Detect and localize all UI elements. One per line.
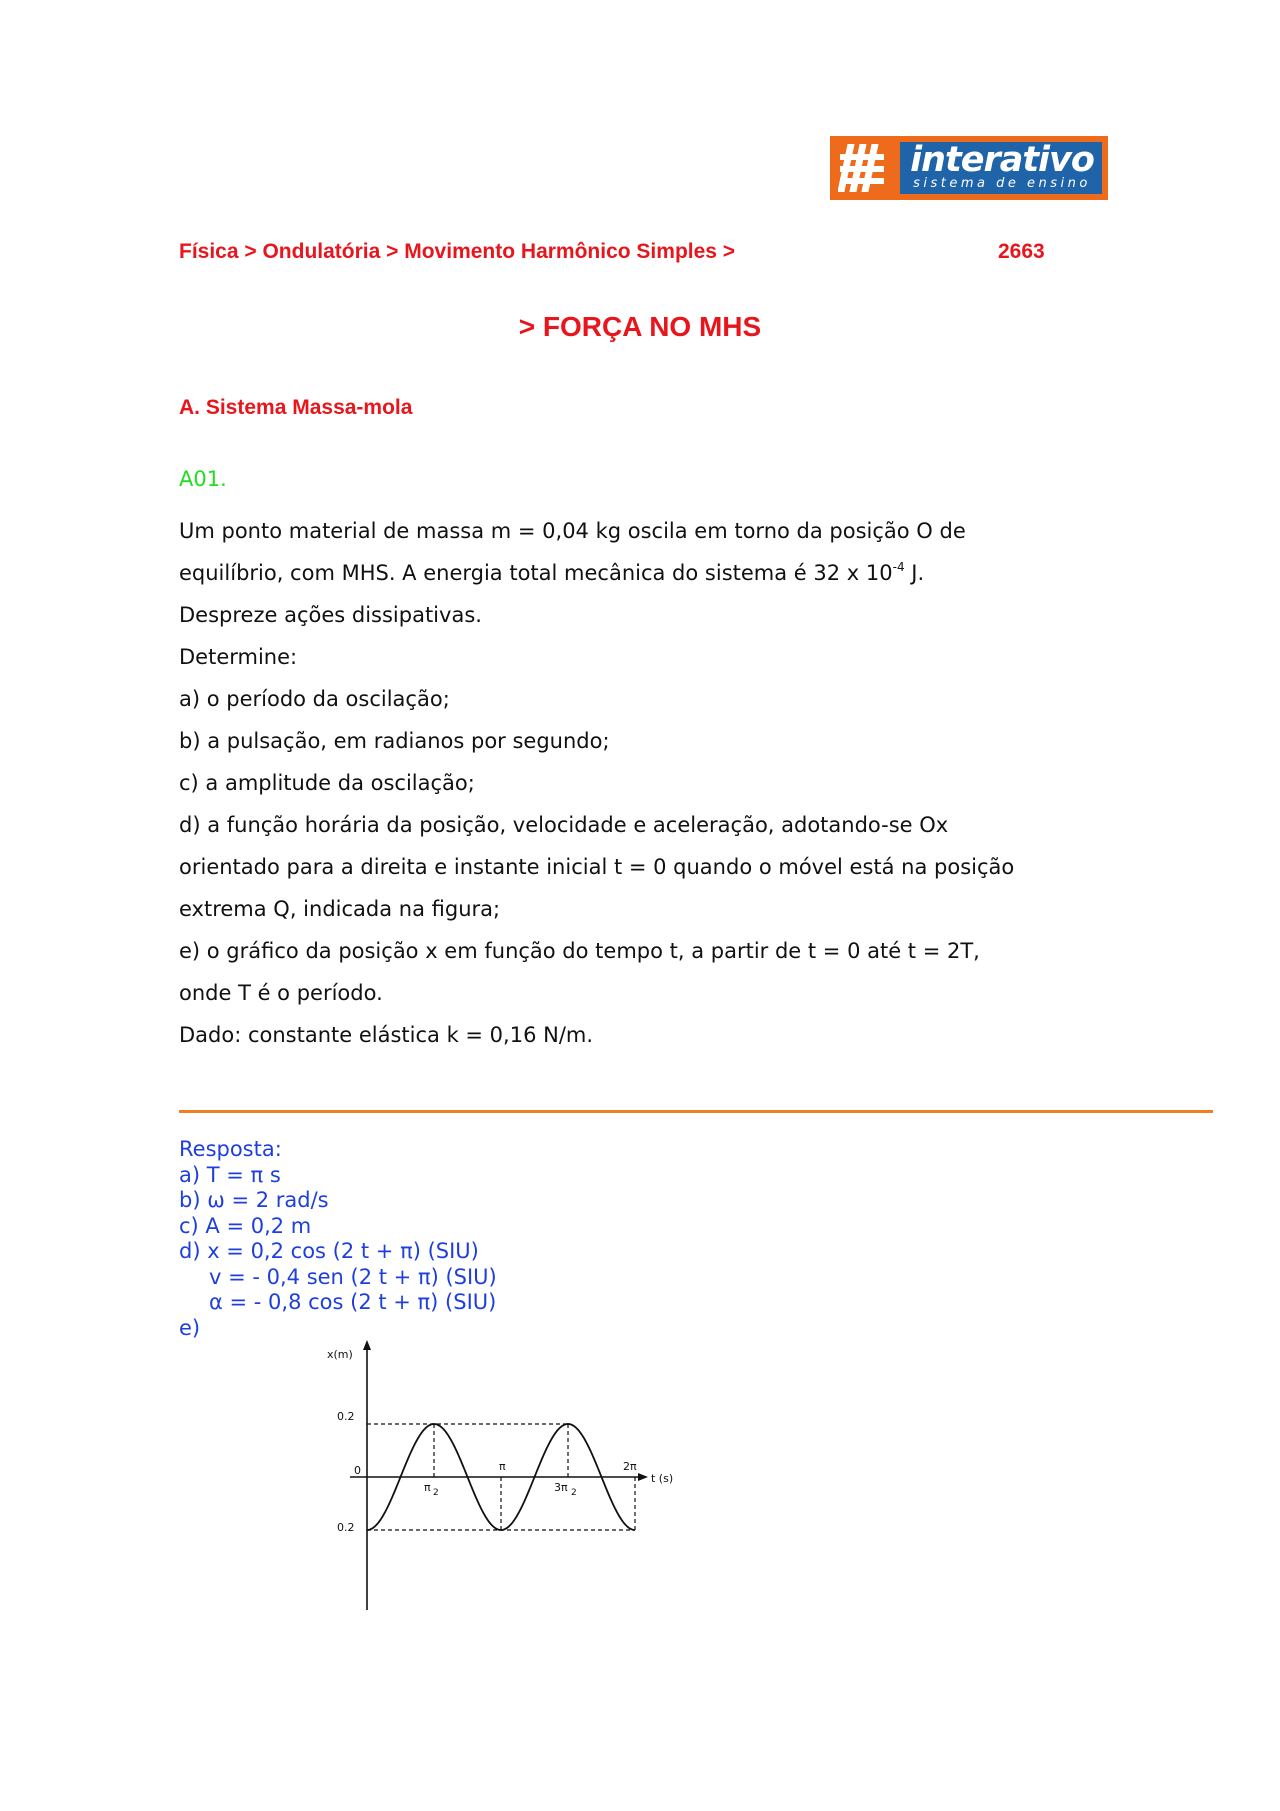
logo-word: interativo <box>910 140 1094 180</box>
x-tick-three-pi-half-den: 2 <box>571 1488 577 1498</box>
x-tick-three-pi-half-num: 3π <box>554 1481 568 1494</box>
answer-e: e) <box>179 1315 201 1340</box>
answer-d-acceleration: α = - 0,8 cos (2 t + π) (SIU) <box>209 1290 497 1314</box>
question-given: Dado: constante elástica k = 0,16 N/m. <box>179 1023 594 1047</box>
question-id: A01. <box>179 467 227 491</box>
answer-c: c) A = 0,2 m <box>179 1213 312 1238</box>
x-tick-pi-half-num: π <box>424 1481 431 1494</box>
y-axis-arrow <box>363 1340 371 1350</box>
question-item-e: e) o gráfico da posição x em função do tempo t, a partir de t = 0 até t = 2T, <box>179 939 980 963</box>
logo-grid-icon <box>838 142 886 194</box>
question-item-b: b) a pulsação, em radianos por segundo; <box>179 729 610 753</box>
document-id: 2663 <box>998 240 1045 263</box>
page-title: > FORÇA NO MHS <box>518 311 762 342</box>
question-item-e: onde T é o período. <box>179 981 383 1005</box>
logo-subtitle: sistema de ensino <box>913 176 1091 191</box>
question-item-d: d) a função horária da posição, velocidade e aceleração, adotando-se Ox <box>179 813 949 837</box>
origin-label: 0 <box>354 1464 361 1477</box>
question-line: Determine: <box>179 645 298 669</box>
y-tick-bottom: 0.2 <box>337 1521 355 1534</box>
answer-block <box>179 1137 497 1341</box>
y-axis-label: x(m) <box>327 1348 353 1361</box>
question-item-d: orientado para a direita e instante inicial t = 0 quando o móvel está na posição <box>179 855 1015 879</box>
question-text <box>179 510 1139 1056</box>
interativo-logo <box>830 136 1108 200</box>
answer-a: a) T = π s <box>179 1162 281 1187</box>
answer-b: b) ω = 2 rad/s <box>179 1188 329 1212</box>
answer-d-velocity: v = - 0,4 sen (2 t + π) (SIU) <box>209 1264 497 1289</box>
breadcrumb: Física > Ondulatória > Movimento Harmônico Simples > <box>179 240 736 263</box>
question-line-text: equilíbrio, com MHS. A energia total mecânica do sistema é 32 x 10 <box>179 561 893 585</box>
question-line: Um ponto material de massa m = 0,04 kg oscila em torno da posição O de <box>179 519 966 543</box>
answer-d-position: d) x = 0,2 cos (2 t + π) (SIU) <box>179 1239 479 1263</box>
question-item-c: c) a amplitude da oscilação; <box>179 771 475 795</box>
question-line <box>179 552 1139 594</box>
position-time-graph <box>320 1338 690 1618</box>
x-axis-arrow <box>638 1473 648 1481</box>
y-tick-top: 0.2 <box>337 1410 355 1423</box>
answer-heading: Resposta: <box>179 1137 282 1161</box>
divider <box>179 1110 1213 1113</box>
section-title: A. Sistema Massa-mola <box>179 396 413 419</box>
question-line: Despreze ações dissipativas. <box>179 603 482 627</box>
question-item-a: a) o período da oscilação; <box>179 687 450 711</box>
x-tick-two-pi: 2π <box>623 1460 637 1473</box>
question-line-text: J. <box>904 561 925 585</box>
x-axis-label: t (s) <box>651 1472 674 1485</box>
x-tick-pi-half-den: 2 <box>433 1488 439 1498</box>
logo-panel <box>900 142 1102 194</box>
exponent: -4 <box>892 560 905 574</box>
x-tick-pi: π <box>499 1460 506 1473</box>
question-item-d: extrema Q, indicada na figura; <box>179 897 501 921</box>
